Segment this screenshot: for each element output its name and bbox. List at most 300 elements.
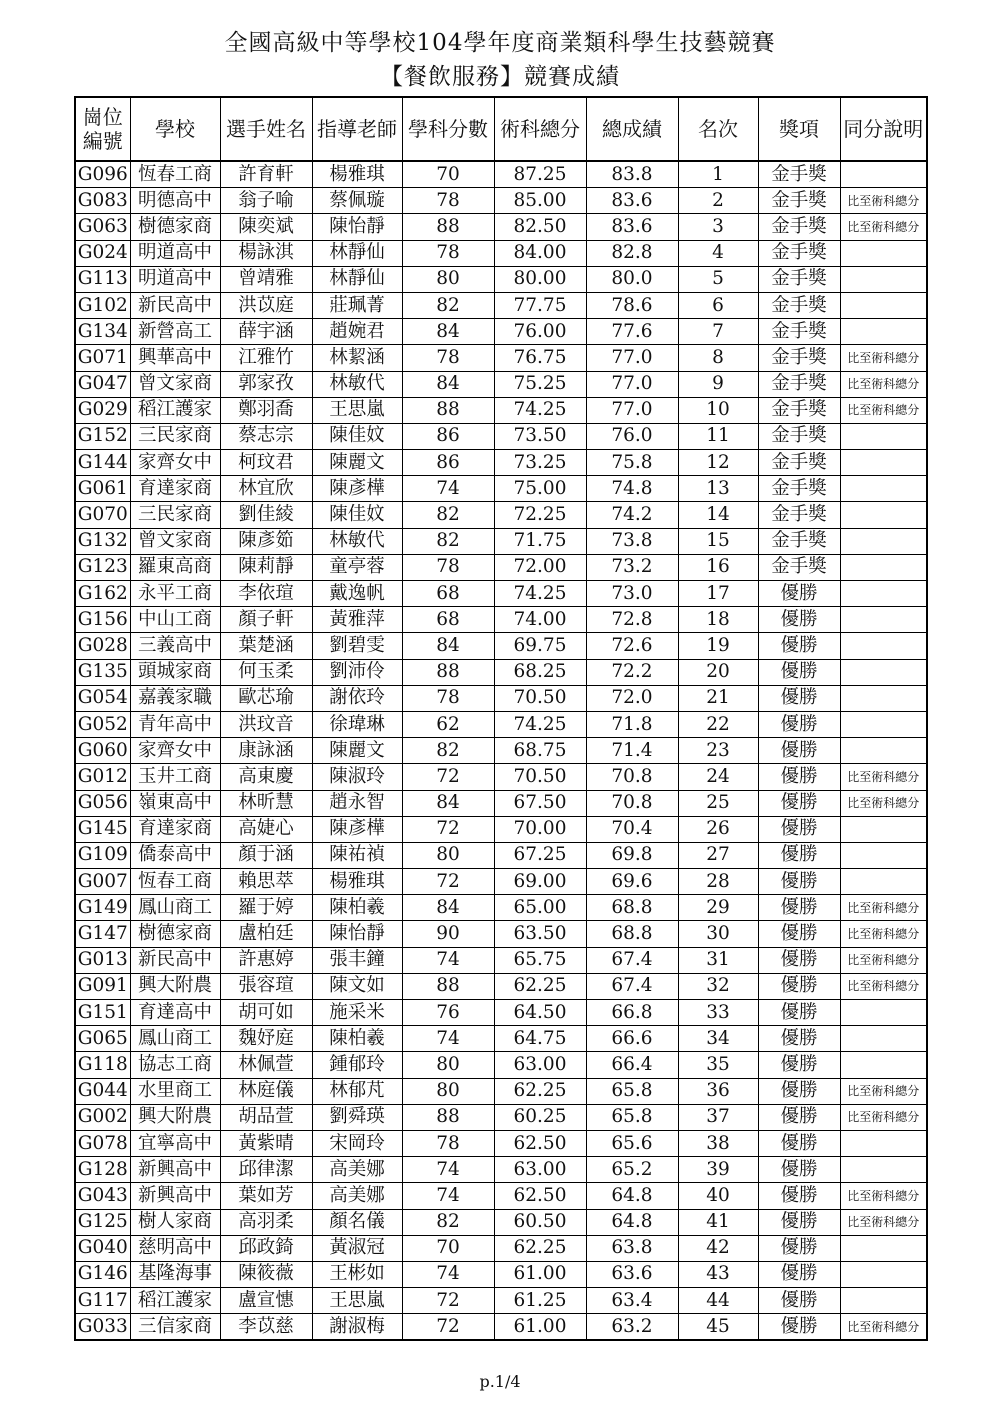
cell-tie-note: 比至術科總分 [840, 1183, 927, 1209]
cell-school: 興大附農 [130, 1104, 220, 1130]
cell-written-score: 70 [402, 1235, 494, 1261]
cell-written-score: 72 [402, 764, 494, 790]
table-row [75, 607, 927, 633]
cell-practical-total: 61.25 [494, 1288, 586, 1314]
cell-total-score: 68.8 [586, 895, 678, 921]
table-row [75, 214, 927, 240]
cell-total-score: 65.8 [586, 1104, 678, 1130]
cell-contestant-name: 曾靖雅 [220, 266, 312, 292]
table-row [75, 790, 927, 816]
cell-station-id: G146 [75, 1261, 130, 1287]
table-row [75, 397, 927, 423]
cell-practical-total: 76.75 [494, 345, 586, 371]
cell-contestant-name: 羅于婷 [220, 895, 312, 921]
cell-practical-total: 62.25 [494, 1078, 586, 1104]
cell-total-score: 66.4 [586, 1052, 678, 1078]
cell-practical-total: 87.25 [494, 161, 586, 188]
cell-station-id: G052 [75, 711, 130, 737]
cell-station-id: G061 [75, 476, 130, 502]
table-row [75, 1078, 927, 1104]
cell-total-score: 73.8 [586, 528, 678, 554]
cell-school: 育達家商 [130, 816, 220, 842]
cell-tie-note [840, 1000, 927, 1026]
table-row [75, 1157, 927, 1183]
table-row [75, 292, 927, 318]
cell-instructor: 鍾郁玲 [312, 1052, 402, 1078]
cell-contestant-name: 盧柏廷 [220, 921, 312, 947]
cell-practical-total: 60.50 [494, 1209, 586, 1235]
cell-total-score: 63.6 [586, 1261, 678, 1287]
column-header-station-id: 崗位 編號 [75, 97, 130, 161]
cell-tie-note: 比至術科總分 [840, 895, 927, 921]
table-row [75, 895, 927, 921]
cell-written-score: 74 [402, 1026, 494, 1052]
cell-tie-note [840, 607, 927, 633]
cell-practical-total: 69.75 [494, 633, 586, 659]
cell-written-score: 84 [402, 371, 494, 397]
cell-station-id: G083 [75, 188, 130, 214]
cell-total-score: 77.0 [586, 371, 678, 397]
cell-total-score: 71.4 [586, 738, 678, 764]
cell-practical-total: 72.25 [494, 502, 586, 528]
cell-total-score: 77.0 [586, 397, 678, 423]
cell-instructor: 劉碧雯 [312, 633, 402, 659]
cell-rank: 33 [678, 1000, 758, 1026]
cell-rank: 11 [678, 423, 758, 449]
cell-station-id: G063 [75, 214, 130, 240]
table-row [75, 476, 927, 502]
cell-contestant-name: 洪玟音 [220, 711, 312, 737]
cell-tie-note [840, 240, 927, 266]
cell-award: 優勝 [758, 973, 840, 999]
cell-award: 優勝 [758, 1026, 840, 1052]
cell-school: 三民家商 [130, 423, 220, 449]
table-row [75, 161, 927, 188]
cell-award: 優勝 [758, 659, 840, 685]
cell-school: 嘉義家職 [130, 685, 220, 711]
cell-practical-total: 61.00 [494, 1261, 586, 1287]
cell-contestant-name: 歐芯瑜 [220, 685, 312, 711]
cell-school: 曾文家商 [130, 528, 220, 554]
cell-total-score: 71.8 [586, 711, 678, 737]
cell-school: 育達高中 [130, 1000, 220, 1026]
cell-total-score: 63.8 [586, 1235, 678, 1261]
cell-written-score: 88 [402, 214, 494, 240]
cell-practical-total: 70.50 [494, 764, 586, 790]
cell-rank: 45 [678, 1314, 758, 1341]
cell-instructor: 劉沛伶 [312, 659, 402, 685]
cell-written-score: 80 [402, 266, 494, 292]
cell-practical-total: 63.00 [494, 1052, 586, 1078]
cell-instructor: 蔡佩璇 [312, 188, 402, 214]
cell-station-id: G040 [75, 1235, 130, 1261]
cell-school: 興大附農 [130, 973, 220, 999]
cell-station-id: G118 [75, 1052, 130, 1078]
cell-school: 慈明高中 [130, 1235, 220, 1261]
cell-tie-note [840, 1130, 927, 1156]
cell-written-score: 82 [402, 738, 494, 764]
cell-tie-note: 比至術科總分 [840, 921, 927, 947]
cell-contestant-name: 李苡慈 [220, 1314, 312, 1341]
cell-total-score: 65.2 [586, 1157, 678, 1183]
cell-award: 金手獎 [758, 423, 840, 449]
cell-written-score: 80 [402, 842, 494, 868]
cell-instructor: 劉舜瑛 [312, 1104, 402, 1130]
cell-instructor: 楊雅琪 [312, 161, 402, 188]
cell-contestant-name: 洪苡庭 [220, 292, 312, 318]
cell-station-id: G144 [75, 450, 130, 476]
cell-award: 金手獎 [758, 240, 840, 266]
table-header [75, 97, 927, 161]
cell-award: 金手獎 [758, 554, 840, 580]
table-row [75, 266, 927, 292]
cell-award: 金手獎 [758, 214, 840, 240]
cell-rank: 3 [678, 214, 758, 240]
table-row [75, 1209, 927, 1235]
cell-practical-total: 62.25 [494, 973, 586, 999]
cell-school: 稻江護家 [130, 397, 220, 423]
cell-school: 恆春工商 [130, 161, 220, 188]
cell-station-id: G147 [75, 921, 130, 947]
table-body [75, 161, 927, 1340]
cell-contestant-name: 葉如芳 [220, 1183, 312, 1209]
cell-award: 優勝 [758, 1314, 840, 1341]
cell-written-score: 84 [402, 895, 494, 921]
cell-station-id: G145 [75, 816, 130, 842]
cell-school: 宜寧高中 [130, 1130, 220, 1156]
table-row [75, 502, 927, 528]
cell-tie-note: 比至術科總分 [840, 1078, 927, 1104]
cell-award: 優勝 [758, 607, 840, 633]
cell-contestant-name: 胡可如 [220, 1000, 312, 1026]
cell-award: 優勝 [758, 869, 840, 895]
cell-practical-total: 72.00 [494, 554, 586, 580]
cell-school: 三信家商 [130, 1314, 220, 1341]
cell-total-score: 73.0 [586, 581, 678, 607]
cell-written-score: 72 [402, 1314, 494, 1341]
cell-instructor: 王思嵐 [312, 397, 402, 423]
cell-written-score: 84 [402, 633, 494, 659]
cell-practical-total: 64.50 [494, 1000, 586, 1026]
cell-total-score: 72.0 [586, 685, 678, 711]
cell-school: 頭城家商 [130, 659, 220, 685]
cell-station-id: G071 [75, 345, 130, 371]
cell-contestant-name: 柯玟君 [220, 450, 312, 476]
cell-school: 明道高中 [130, 266, 220, 292]
cell-instructor: 黃雅萍 [312, 607, 402, 633]
cell-tie-note [840, 685, 927, 711]
table-row [75, 711, 927, 737]
cell-rank: 38 [678, 1130, 758, 1156]
cell-award: 優勝 [758, 711, 840, 737]
table-row [75, 816, 927, 842]
cell-instructor: 戴逸帆 [312, 581, 402, 607]
cell-tie-note [840, 738, 927, 764]
cell-practical-total: 62.50 [494, 1183, 586, 1209]
table-row [75, 1261, 927, 1287]
cell-school: 家齊女中 [130, 738, 220, 764]
cell-instructor: 林靜仙 [312, 266, 402, 292]
cell-tie-note [840, 450, 927, 476]
cell-instructor: 宋岡玲 [312, 1130, 402, 1156]
cell-contestant-name: 翁子喻 [220, 188, 312, 214]
cell-school: 協志工商 [130, 1052, 220, 1078]
cell-tie-note: 比至術科總分 [840, 1104, 927, 1130]
cell-practical-total: 70.00 [494, 816, 586, 842]
cell-rank: 5 [678, 266, 758, 292]
cell-tie-note [840, 1052, 927, 1078]
cell-instructor: 莊珮菁 [312, 292, 402, 318]
cell-practical-total: 68.75 [494, 738, 586, 764]
results-table [74, 96, 928, 1341]
cell-rank: 17 [678, 581, 758, 607]
cell-contestant-name: 顏于涵 [220, 842, 312, 868]
cell-instructor: 趙永智 [312, 790, 402, 816]
table-row [75, 1052, 927, 1078]
cell-award: 優勝 [758, 738, 840, 764]
cell-award: 優勝 [758, 1052, 840, 1078]
cell-station-id: G152 [75, 423, 130, 449]
cell-practical-total: 62.25 [494, 1235, 586, 1261]
cell-tie-note [840, 1261, 927, 1287]
table-row [75, 319, 927, 345]
cell-contestant-name: 高羽柔 [220, 1209, 312, 1235]
cell-award: 優勝 [758, 1288, 840, 1314]
cell-rank: 43 [678, 1261, 758, 1287]
cell-tie-note: 比至術科總分 [840, 397, 927, 423]
cell-tie-note: 比至術科總分 [840, 345, 927, 371]
table-row [75, 1026, 927, 1052]
cell-practical-total: 63.50 [494, 921, 586, 947]
cell-contestant-name: 胡品萱 [220, 1104, 312, 1130]
table-row [75, 581, 927, 607]
cell-award: 優勝 [758, 1157, 840, 1183]
cell-station-id: G028 [75, 633, 130, 659]
cell-practical-total: 73.50 [494, 423, 586, 449]
cell-total-score: 77.0 [586, 345, 678, 371]
table-row [75, 371, 927, 397]
cell-contestant-name: 黃紫晴 [220, 1130, 312, 1156]
cell-instructor: 林郁芃 [312, 1078, 402, 1104]
cell-instructor: 張丰鐘 [312, 947, 402, 973]
cell-rank: 18 [678, 607, 758, 633]
table-row [75, 738, 927, 764]
cell-award: 優勝 [758, 1000, 840, 1026]
cell-tie-note: 比至術科總分 [840, 188, 927, 214]
cell-total-score: 66.8 [586, 1000, 678, 1026]
cell-written-score: 78 [402, 1130, 494, 1156]
cell-written-score: 62 [402, 711, 494, 737]
cell-contestant-name: 高東慶 [220, 764, 312, 790]
cell-award: 金手獎 [758, 397, 840, 423]
cell-award: 優勝 [758, 790, 840, 816]
cell-instructor: 徐瑋琳 [312, 711, 402, 737]
cell-rank: 12 [678, 450, 758, 476]
cell-rank: 25 [678, 790, 758, 816]
cell-contestant-name: 林宜欣 [220, 476, 312, 502]
table-row [75, 764, 927, 790]
table-row [75, 528, 927, 554]
cell-tie-note [840, 659, 927, 685]
table-row [75, 1000, 927, 1026]
cell-rank: 39 [678, 1157, 758, 1183]
cell-award: 優勝 [758, 895, 840, 921]
cell-instructor: 黃淑冠 [312, 1235, 402, 1261]
cell-written-score: 72 [402, 1288, 494, 1314]
cell-rank: 31 [678, 947, 758, 973]
cell-total-score: 66.6 [586, 1026, 678, 1052]
cell-school: 鳳山商工 [130, 1026, 220, 1052]
cell-award: 優勝 [758, 1183, 840, 1209]
cell-school: 玉井工商 [130, 764, 220, 790]
cell-total-score: 68.8 [586, 921, 678, 947]
cell-written-score: 86 [402, 423, 494, 449]
cell-school: 明道高中 [130, 240, 220, 266]
page-number: p.1/4 [479, 1372, 521, 1391]
cell-award: 優勝 [758, 1235, 840, 1261]
column-header-practical-total: 術科總分 [494, 97, 586, 161]
cell-tie-note [840, 319, 927, 345]
cell-instructor: 王彬如 [312, 1261, 402, 1287]
cell-instructor: 顏名儀 [312, 1209, 402, 1235]
cell-rank: 14 [678, 502, 758, 528]
cell-tie-note [840, 502, 927, 528]
cell-station-id: G149 [75, 895, 130, 921]
cell-school: 嶺東高中 [130, 790, 220, 816]
cell-tie-note [840, 816, 927, 842]
cell-tie-note: 比至術科總分 [840, 973, 927, 999]
cell-rank: 35 [678, 1052, 758, 1078]
cell-award: 優勝 [758, 1104, 840, 1130]
cell-school: 育達家商 [130, 476, 220, 502]
cell-tie-note [840, 554, 927, 580]
cell-written-score: 80 [402, 1052, 494, 1078]
cell-tie-note: 比至術科總分 [840, 214, 927, 240]
cell-total-score: 74.2 [586, 502, 678, 528]
cell-total-score: 70.4 [586, 816, 678, 842]
cell-practical-total: 68.25 [494, 659, 586, 685]
table-row [75, 869, 927, 895]
cell-total-score: 70.8 [586, 790, 678, 816]
table-row [75, 188, 927, 214]
cell-total-score: 72.8 [586, 607, 678, 633]
cell-station-id: G070 [75, 502, 130, 528]
cell-school: 家齊女中 [130, 450, 220, 476]
cell-contestant-name: 邱律潔 [220, 1157, 312, 1183]
column-header-total-score: 總成績 [586, 97, 678, 161]
cell-total-score: 77.6 [586, 319, 678, 345]
cell-rank: 1 [678, 161, 758, 188]
cell-school: 基隆海事 [130, 1261, 220, 1287]
cell-contestant-name: 陳筱薇 [220, 1261, 312, 1287]
column-header-award: 獎項 [758, 97, 840, 161]
cell-station-id: G054 [75, 685, 130, 711]
table-row [75, 1314, 927, 1341]
cell-rank: 9 [678, 371, 758, 397]
cell-rank: 19 [678, 633, 758, 659]
cell-station-id: G013 [75, 947, 130, 973]
cell-written-score: 82 [402, 528, 494, 554]
cell-contestant-name: 陳彥筎 [220, 528, 312, 554]
cell-contestant-name: 林庭儀 [220, 1078, 312, 1104]
cell-contestant-name: 江雅竹 [220, 345, 312, 371]
cell-tie-note [840, 633, 927, 659]
cell-rank: 10 [678, 397, 758, 423]
cell-rank: 24 [678, 764, 758, 790]
cell-written-score: 76 [402, 1000, 494, 1026]
cell-practical-total: 70.50 [494, 685, 586, 711]
cell-instructor: 林敏代 [312, 528, 402, 554]
cell-award: 優勝 [758, 1130, 840, 1156]
cell-tie-note [840, 423, 927, 449]
cell-instructor: 陳柏羲 [312, 1026, 402, 1052]
column-header-contestant-name: 選手姓名 [220, 97, 312, 161]
cell-practical-total: 71.75 [494, 528, 586, 554]
document-subtitle: 【餐飲服務】競賽成績 [380, 64, 620, 90]
cell-award: 金手獎 [758, 345, 840, 371]
cell-rank: 28 [678, 869, 758, 895]
cell-station-id: G123 [75, 554, 130, 580]
cell-tie-note [840, 1288, 927, 1314]
cell-instructor: 陳佳妏 [312, 502, 402, 528]
table-row [75, 1288, 927, 1314]
cell-tie-note: 比至術科總分 [840, 371, 927, 397]
cell-practical-total: 62.50 [494, 1130, 586, 1156]
cell-school: 新營高工 [130, 319, 220, 345]
cell-rank: 2 [678, 188, 758, 214]
cell-station-id: G113 [75, 266, 130, 292]
cell-rank: 4 [678, 240, 758, 266]
cell-contestant-name: 高婕心 [220, 816, 312, 842]
cell-written-score: 74 [402, 476, 494, 502]
cell-practical-total: 65.75 [494, 947, 586, 973]
cell-written-score: 74 [402, 1157, 494, 1183]
cell-practical-total: 80.00 [494, 266, 586, 292]
cell-station-id: G156 [75, 607, 130, 633]
cell-total-score: 74.8 [586, 476, 678, 502]
cell-practical-total: 74.25 [494, 581, 586, 607]
cell-award: 優勝 [758, 1261, 840, 1287]
cell-instructor: 陳佳妏 [312, 423, 402, 449]
cell-rank: 37 [678, 1104, 758, 1130]
cell-practical-total: 73.25 [494, 450, 586, 476]
cell-contestant-name: 李依瑄 [220, 581, 312, 607]
cell-total-score: 67.4 [586, 947, 678, 973]
cell-practical-total: 74.25 [494, 397, 586, 423]
cell-total-score: 65.8 [586, 1078, 678, 1104]
cell-written-score: 68 [402, 607, 494, 633]
cell-school: 羅東高商 [130, 554, 220, 580]
cell-station-id: G078 [75, 1130, 130, 1156]
cell-instructor: 王思嵐 [312, 1288, 402, 1314]
cell-tie-note: 比至術科總分 [840, 947, 927, 973]
cell-award: 金手獎 [758, 476, 840, 502]
cell-practical-total: 69.00 [494, 869, 586, 895]
cell-school: 三民家商 [130, 502, 220, 528]
cell-written-score: 68 [402, 581, 494, 607]
cell-total-score: 69.6 [586, 869, 678, 895]
cell-award: 優勝 [758, 947, 840, 973]
cell-station-id: G132 [75, 528, 130, 554]
cell-school: 新興高中 [130, 1183, 220, 1209]
cell-rank: 6 [678, 292, 758, 318]
cell-written-score: 82 [402, 502, 494, 528]
cell-instructor: 陳文如 [312, 973, 402, 999]
cell-rank: 34 [678, 1026, 758, 1052]
cell-award: 優勝 [758, 633, 840, 659]
cell-practical-total: 67.25 [494, 842, 586, 868]
table-row [75, 450, 927, 476]
